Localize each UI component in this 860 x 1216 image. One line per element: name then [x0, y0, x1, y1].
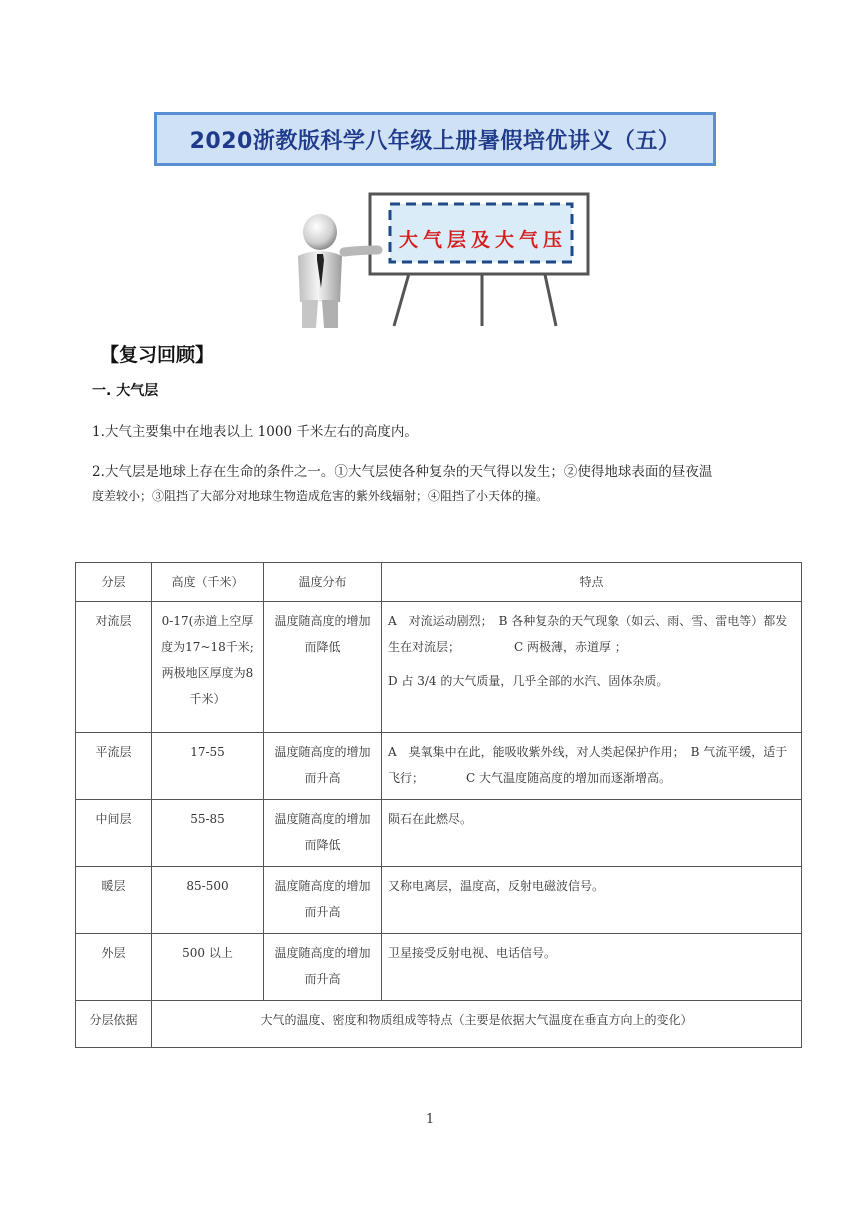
cell-temperature: 温度随高度的增加而降低 — [264, 800, 382, 867]
board-caption: 大气层及大气压 — [398, 228, 567, 251]
table-row — [76, 934, 802, 1001]
cell-layer: 暖层 — [76, 867, 152, 934]
cell-basis-label: 分层依据 — [76, 1001, 152, 1048]
cell-features: 陨石在此燃尽。 — [382, 800, 802, 867]
cell-height: 500 以上 — [152, 934, 264, 1001]
feature-line: D 占 3/4 的大气质量，几乎全部的水汽、固体杂质。 — [388, 674, 669, 688]
cell-basis-text: 大气的温度、密度和物质组成等特点（主要是依据大气温度在垂直方向上的变化） — [152, 1001, 802, 1048]
paragraph-1: 1.大气主要集中在地表以上 1000 千米左右的高度内。 — [92, 424, 418, 440]
cell-temperature: 温度随高度的增加而升高 — [264, 934, 382, 1001]
cell-layer: 外层 — [76, 934, 152, 1001]
cell-temperature: 温度随高度的增加而升高 — [264, 867, 382, 934]
cell-features: A 臭氧集中在此，能吸收紫外线，对人类起保护作用； B 气流平缓，适于飞行； C 大气温度随高度的增加而逐渐增高。 — [382, 733, 802, 800]
cell-height: 85-500 — [152, 867, 264, 934]
table-row — [76, 867, 802, 934]
cell-features: 又称电离层，温度高，反射电磁波信号。 — [382, 867, 802, 934]
atmosphere-layers-table — [75, 562, 802, 1048]
cell-layer: 平流层 — [76, 733, 152, 800]
header-features: 特点 — [382, 563, 802, 602]
cell-features: 卫星接受反射电视、电话信号。 — [382, 934, 802, 1001]
page-title: 2020浙教版科学八年级上册暑假培优讲义（五） — [189, 128, 681, 154]
cell-features — [382, 602, 802, 733]
table-row — [76, 602, 802, 733]
cell-layer: 中间层 — [76, 800, 152, 867]
header-temperature: 温度分布 — [264, 563, 382, 602]
table-row — [76, 733, 802, 800]
paragraph-2-line-1: 2.大气层是地球上存在生命的条件之一。①大气层使各种复杂的天气得以发生；②使得地球表面的昼夜温 — [92, 464, 713, 480]
paragraph-2-line-2: 度差较小；③阻挡了大部分对地球生物造成危害的紫外线辐射；④阻挡了小天体的撞。 — [92, 489, 549, 503]
table-row-basis — [76, 1001, 802, 1048]
title-banner — [154, 112, 716, 166]
cell-height: 0-17(赤道上空厚度为17~18千米;两极地区厚度为8千米） — [152, 602, 264, 733]
cell-height: 55-85 — [152, 800, 264, 867]
section-subheading: 一. 大气层 — [92, 383, 159, 399]
cell-layer: 对流层 — [76, 602, 152, 733]
cell-temperature: 温度随高度的增加而升高 — [264, 733, 382, 800]
review-heading: 【复习回顾】 — [100, 344, 215, 366]
cell-height: 17-55 — [152, 733, 264, 800]
page-number: 1 — [425, 1112, 435, 1127]
feature-line: A 对流运动剧烈； B 各种复杂的天气现象（如云、雨、雪、雷电等）都发生在对流层； C 两极薄，赤道厚 ； — [388, 614, 788, 654]
cell-temperature: 温度随高度的增加而降低 — [264, 602, 382, 733]
header-height: 高度（千米） — [152, 563, 264, 602]
table-row — [76, 800, 802, 867]
presenter-head — [303, 214, 337, 250]
table-header-row — [76, 563, 802, 602]
header-layer: 分层 — [76, 563, 152, 602]
presenter-illustration — [286, 190, 598, 330]
